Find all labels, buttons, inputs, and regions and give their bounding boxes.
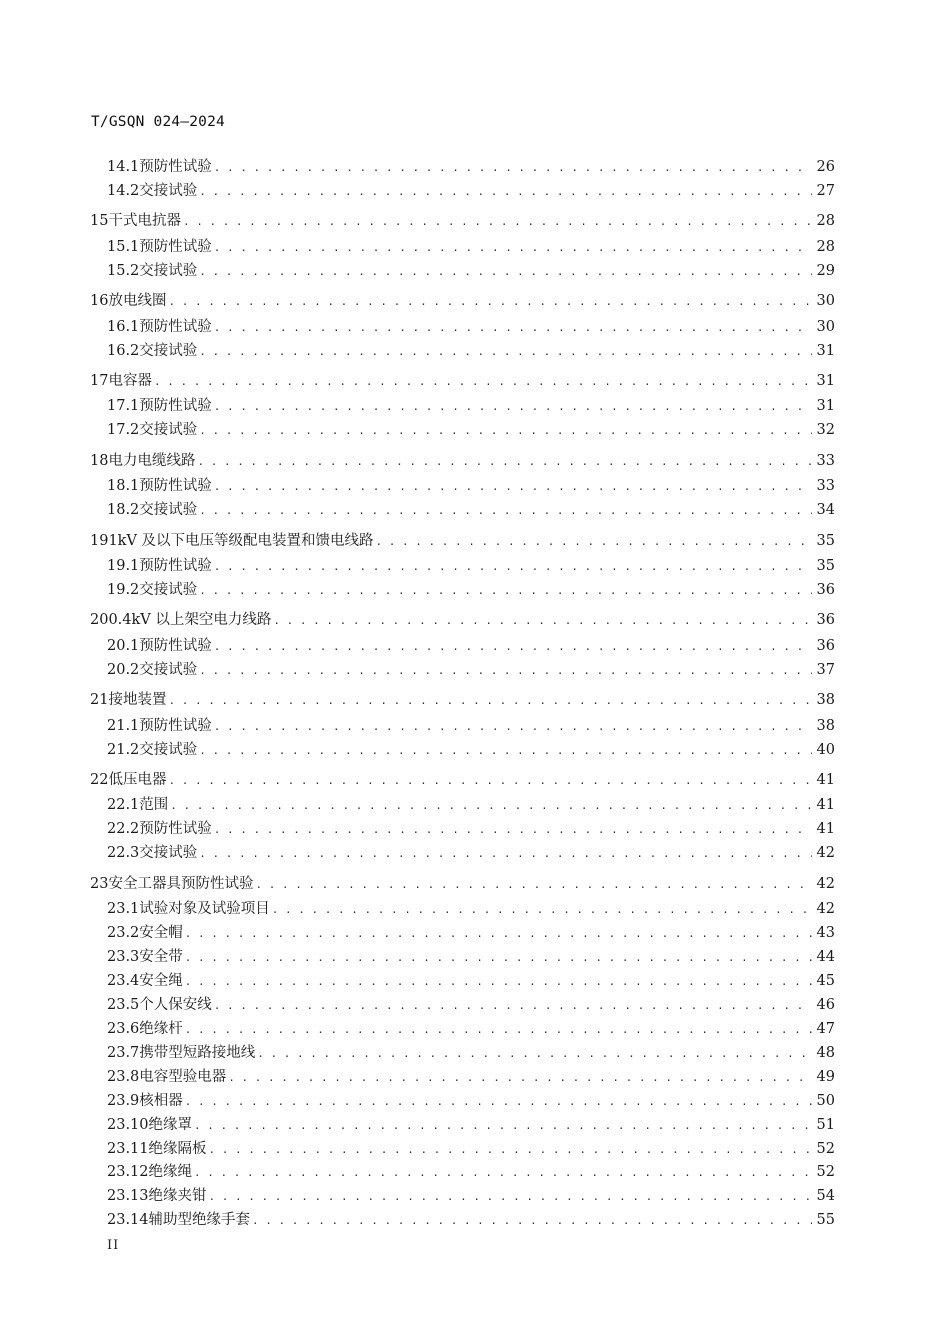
toc-entry-title: 预防性试验: [139, 638, 212, 654]
toc-entry[interactable]: [0, 180, 950, 202]
toc-entry[interactable]: [0, 842, 950, 864]
toc-entry-number: 15.1: [107, 239, 140, 255]
toc-entry[interactable]: [0, 475, 950, 497]
dot-leader: [199, 580, 812, 602]
dot-leader: [209, 1186, 812, 1208]
toc-entry-number: 21.1: [107, 718, 140, 734]
dot-leader: [183, 211, 812, 233]
toc-entry-number: 15.2: [107, 263, 140, 279]
toc-entry[interactable]: [0, 1185, 950, 1207]
toc-entry-title: 预防性试验: [139, 478, 212, 494]
toc-entry[interactable]: [0, 1042, 950, 1064]
toc-entry-title: 低压电器: [108, 772, 167, 788]
toc-entry-title: 交接试验: [139, 263, 198, 279]
toc-entry-title: 绝缘杆: [139, 1021, 183, 1037]
toc-entry[interactable]: [0, 419, 950, 441]
dot-leader: [376, 531, 812, 553]
dot-leader: [185, 923, 812, 945]
toc-entry-page: 47: [816, 1021, 835, 1037]
toc-entry-title: 电容型验电器: [139, 1069, 227, 1085]
toc-entry-page: 51: [816, 1117, 835, 1133]
toc-entry-page: 34: [816, 502, 835, 518]
toc-entry-number: 18.1: [107, 478, 140, 494]
toc-entry-page: 32: [816, 422, 835, 438]
toc-entry[interactable]: [0, 530, 950, 552]
toc-entry-title: 交接试验: [139, 662, 198, 678]
dot-leader: [185, 971, 812, 993]
toc-entry-page: 45: [816, 973, 835, 989]
dot-leader: [199, 740, 812, 762]
toc-entry-page: 30: [816, 293, 835, 309]
toc-entry-title: 放电线圈: [108, 293, 167, 309]
toc-entry-page: 29: [816, 263, 835, 279]
toc-entry-number: 21.2: [107, 742, 140, 758]
toc-entry-number: 23.1: [107, 901, 140, 917]
dot-leader: [214, 995, 812, 1017]
dot-leader: [168, 770, 812, 792]
document-code-header: T/GSQN 024—2024: [91, 114, 225, 130]
dot-leader: [214, 157, 812, 179]
toc-entry-page: 41: [816, 797, 835, 813]
dot-leader: [273, 610, 812, 632]
toc-entry[interactable]: [0, 316, 950, 338]
toc-entry-title: 绝缘夹钳: [148, 1188, 207, 1204]
toc-entry-page: 52: [816, 1164, 835, 1180]
toc-entry[interactable]: [0, 769, 950, 791]
toc-entry-page: 42: [816, 845, 835, 861]
dot-leader: [214, 819, 812, 841]
dot-leader: [199, 261, 812, 283]
dot-leader: [199, 660, 812, 682]
toc-entry-number: 23.6: [107, 1021, 140, 1037]
toc-entry-page: 42: [816, 901, 835, 917]
dot-leader: [214, 237, 812, 259]
toc-entry-title: 个人保安线: [139, 997, 212, 1013]
toc-entry-number: 23.14: [107, 1212, 149, 1228]
toc-entry-number: 20.2: [107, 662, 140, 678]
toc-entry[interactable]: [0, 1209, 950, 1231]
toc-entry[interactable]: [0, 499, 950, 521]
toc-entry-page: 52: [816, 1141, 835, 1157]
toc-entry-number: 18.2: [107, 502, 140, 518]
toc-entry-title: 预防性试验: [139, 718, 212, 734]
toc-entry-title: 核相器: [139, 1093, 183, 1109]
page-number-footer: II: [107, 1238, 120, 1253]
toc-entry-page: 54: [816, 1188, 835, 1204]
toc-entry[interactable]: [0, 555, 950, 577]
toc-entry-title: 交接试验: [139, 183, 198, 199]
toc-entry[interactable]: [0, 340, 950, 362]
toc-entry-title: 接地装置: [108, 692, 167, 708]
dot-leader: [154, 371, 812, 393]
dot-leader: [255, 874, 812, 896]
dot-leader: [199, 843, 812, 865]
toc-entry-title: 交接试验: [139, 502, 198, 518]
toc-entry[interactable]: [0, 370, 950, 392]
toc-entry-number: 22.1: [107, 797, 140, 813]
dot-leader: [194, 1115, 812, 1137]
toc-entry[interactable]: [0, 236, 950, 258]
toc-entry-title: 安全工器具预防性试验: [108, 876, 254, 892]
toc-entry-page: 33: [816, 478, 835, 494]
toc-entry[interactable]: [0, 156, 950, 178]
toc-entry[interactable]: [0, 715, 950, 737]
dot-leader: [197, 451, 812, 473]
toc-entry-page: 35: [816, 533, 835, 549]
toc-entry-number: 23.4: [107, 973, 140, 989]
toc-entry-number: 17.1: [107, 398, 140, 414]
toc-entry-number: 17: [90, 373, 109, 389]
toc-entry-title: 范围: [139, 797, 169, 813]
dot-leader: [214, 636, 812, 658]
toc-entry[interactable]: [0, 898, 950, 920]
toc-entry-number: 23.3: [107, 949, 140, 965]
dot-leader: [252, 1210, 812, 1232]
toc-entry-number: 15: [90, 213, 109, 229]
dot-leader: [214, 396, 812, 418]
toc-entry[interactable]: [0, 579, 950, 601]
toc-entry-title: 绝缘绳: [148, 1164, 193, 1180]
toc-entry-title: 电容器: [108, 373, 152, 389]
toc-entry[interactable]: [0, 739, 950, 761]
dot-leader: [185, 1019, 812, 1041]
toc-entry[interactable]: [0, 794, 950, 816]
toc-entry-page: 31: [816, 343, 835, 359]
toc-entry-number: 23: [90, 876, 109, 892]
toc-entry[interactable]: [0, 1161, 950, 1183]
dot-leader: [185, 947, 812, 969]
toc-entry-title: 交接试验: [139, 582, 198, 598]
toc-entry-title: 预防性试验: [139, 239, 212, 255]
toc-entry-number: 14.2: [107, 183, 140, 199]
toc-entry-number: 19.2: [107, 582, 140, 598]
toc-entry-number: 16.1: [107, 319, 140, 335]
toc-entry-page: 49: [816, 1069, 835, 1085]
toc-entry-number: 17.2: [107, 422, 140, 438]
toc-entry-title: 绝缘隔板: [148, 1141, 207, 1157]
toc-entry-page: 36: [816, 612, 835, 628]
toc-entry-page: 27: [816, 183, 835, 199]
toc-entry-number: 21: [90, 692, 109, 708]
toc-entry[interactable]: [0, 1090, 950, 1112]
toc-entry-title: 交接试验: [139, 742, 198, 758]
toc-entry[interactable]: [0, 659, 950, 681]
toc-entry-page: 36: [816, 638, 835, 654]
toc-entry[interactable]: [0, 1018, 950, 1040]
toc-entry-page: 31: [816, 373, 835, 389]
toc-entry-title: 预防性试验: [139, 319, 212, 335]
dot-leader: [214, 317, 812, 339]
toc-entry-page: 41: [816, 821, 835, 837]
toc-entry-number: 16.2: [107, 343, 140, 359]
toc-entry-number: 22.3: [107, 845, 140, 861]
toc-entry-page: 42: [816, 876, 835, 892]
toc-entry[interactable]: [0, 818, 950, 840]
toc-entry[interactable]: [0, 922, 950, 944]
dot-leader: [194, 1162, 812, 1184]
dot-leader: [199, 420, 812, 442]
dot-leader: [209, 1139, 812, 1161]
toc-entry[interactable]: [0, 395, 950, 417]
toc-entry-number: 23.5: [107, 997, 140, 1013]
toc-entry-number: 19: [90, 533, 109, 549]
toc-entry[interactable]: [0, 210, 950, 232]
toc-entry[interactable]: [0, 873, 950, 895]
toc-entry-page: 55: [816, 1212, 835, 1228]
dot-leader: [214, 556, 812, 578]
toc-entry-title: 干式电抗器: [108, 213, 181, 229]
toc-entry-title: 安全带: [139, 949, 183, 965]
dot-leader: [214, 476, 812, 498]
toc-entry[interactable]: [0, 635, 950, 657]
toc-entry-title: 安全帽: [139, 925, 183, 941]
toc-entry-page: 44: [816, 949, 835, 965]
toc-entry-title: 交接试验: [139, 845, 198, 861]
toc-entry-number: 23.13: [107, 1188, 149, 1204]
toc-entry-page: 28: [816, 213, 835, 229]
toc-entry-page: 46: [816, 997, 835, 1013]
toc-entry[interactable]: [0, 1138, 950, 1160]
toc-entry-number: 22: [90, 772, 109, 788]
toc-entry-number: 23.10: [107, 1117, 149, 1133]
toc-entry-page: 31: [816, 398, 835, 414]
toc-entry-title: 安全绳: [139, 973, 183, 989]
toc-entry-title: 辅助型绝缘手套: [148, 1212, 251, 1228]
toc-entry-number: 22.2: [107, 821, 140, 837]
toc-entry[interactable]: [0, 1066, 950, 1088]
toc-entry-number: 18: [90, 453, 109, 469]
toc-entry[interactable]: [0, 290, 950, 312]
toc-entry[interactable]: [0, 260, 950, 282]
toc-entry-number: 16: [90, 293, 109, 309]
dot-leader: [199, 181, 812, 203]
toc-entry-page: 50: [816, 1093, 835, 1109]
toc-entry-number: 23.7: [107, 1045, 140, 1061]
toc-entry-number: 23.9: [107, 1093, 140, 1109]
toc-entry-page: 36: [816, 582, 835, 598]
toc-entry-page: 41: [816, 772, 835, 788]
toc-entry-page: 35: [816, 558, 835, 574]
dot-leader: [170, 795, 812, 817]
toc-entry[interactable]: [0, 946, 950, 968]
toc-entry-title: 绝缘罩: [148, 1117, 193, 1133]
toc-entry[interactable]: [0, 609, 950, 631]
toc-entry[interactable]: [0, 450, 950, 472]
toc-entry-title: 交接试验: [139, 422, 198, 438]
toc-entry[interactable]: [0, 689, 950, 711]
toc-entry-page: 30: [816, 319, 835, 335]
dot-leader: [168, 690, 812, 712]
toc-entry-title: 交接试验: [139, 343, 198, 359]
toc-entry-page: 26: [816, 159, 835, 175]
toc-entry-title: 1kV 及以下电压等级配电装置和馈电线路: [108, 533, 374, 549]
toc-entry-number: 23.12: [107, 1164, 149, 1180]
toc-entry-number: 20: [90, 612, 109, 628]
dot-leader: [228, 1067, 812, 1089]
toc-entry-title: 电力电缆线路: [108, 453, 196, 469]
toc-entry-page: 43: [816, 925, 835, 941]
dot-leader: [185, 1091, 812, 1113]
dot-leader: [257, 1043, 812, 1065]
toc-entry-title: 预防性试验: [139, 159, 212, 175]
toc-entry-page: 28: [816, 239, 835, 255]
toc-entry[interactable]: [0, 1114, 950, 1136]
toc-entry-title: 携带型短路接地线: [139, 1045, 256, 1061]
toc-entry-title: 预防性试验: [139, 398, 212, 414]
toc-entry-title: 预防性试验: [139, 558, 212, 574]
toc-entry[interactable]: [0, 970, 950, 992]
toc-entry-number: 23.2: [107, 925, 140, 941]
toc-entry-page: 38: [816, 692, 835, 708]
toc-entry-page: 38: [816, 718, 835, 734]
toc-entry-title: 预防性试验: [139, 821, 212, 837]
dot-leader: [199, 341, 812, 363]
dot-leader: [199, 500, 812, 522]
toc-entry-number: 14.1: [107, 159, 140, 175]
toc-entry-page: 40: [816, 742, 835, 758]
toc-entry-title: 0.4kV 以上架空电力线路: [108, 612, 272, 628]
toc-entry-title: 试验对象及试验项目: [139, 901, 270, 917]
toc-entry-page: 33: [816, 453, 835, 469]
toc-entry-number: 23.8: [107, 1069, 140, 1085]
dot-leader: [214, 716, 812, 738]
dot-leader: [168, 291, 812, 313]
toc-entry-page: 37: [816, 662, 835, 678]
toc-entry-number: 20.1: [107, 638, 140, 654]
toc-entry[interactable]: [0, 994, 950, 1016]
toc-entry-number: 23.11: [107, 1141, 149, 1157]
toc-entry-page: 48: [816, 1045, 835, 1061]
toc-entry-number: 19.1: [107, 558, 140, 574]
dot-leader: [272, 899, 812, 921]
